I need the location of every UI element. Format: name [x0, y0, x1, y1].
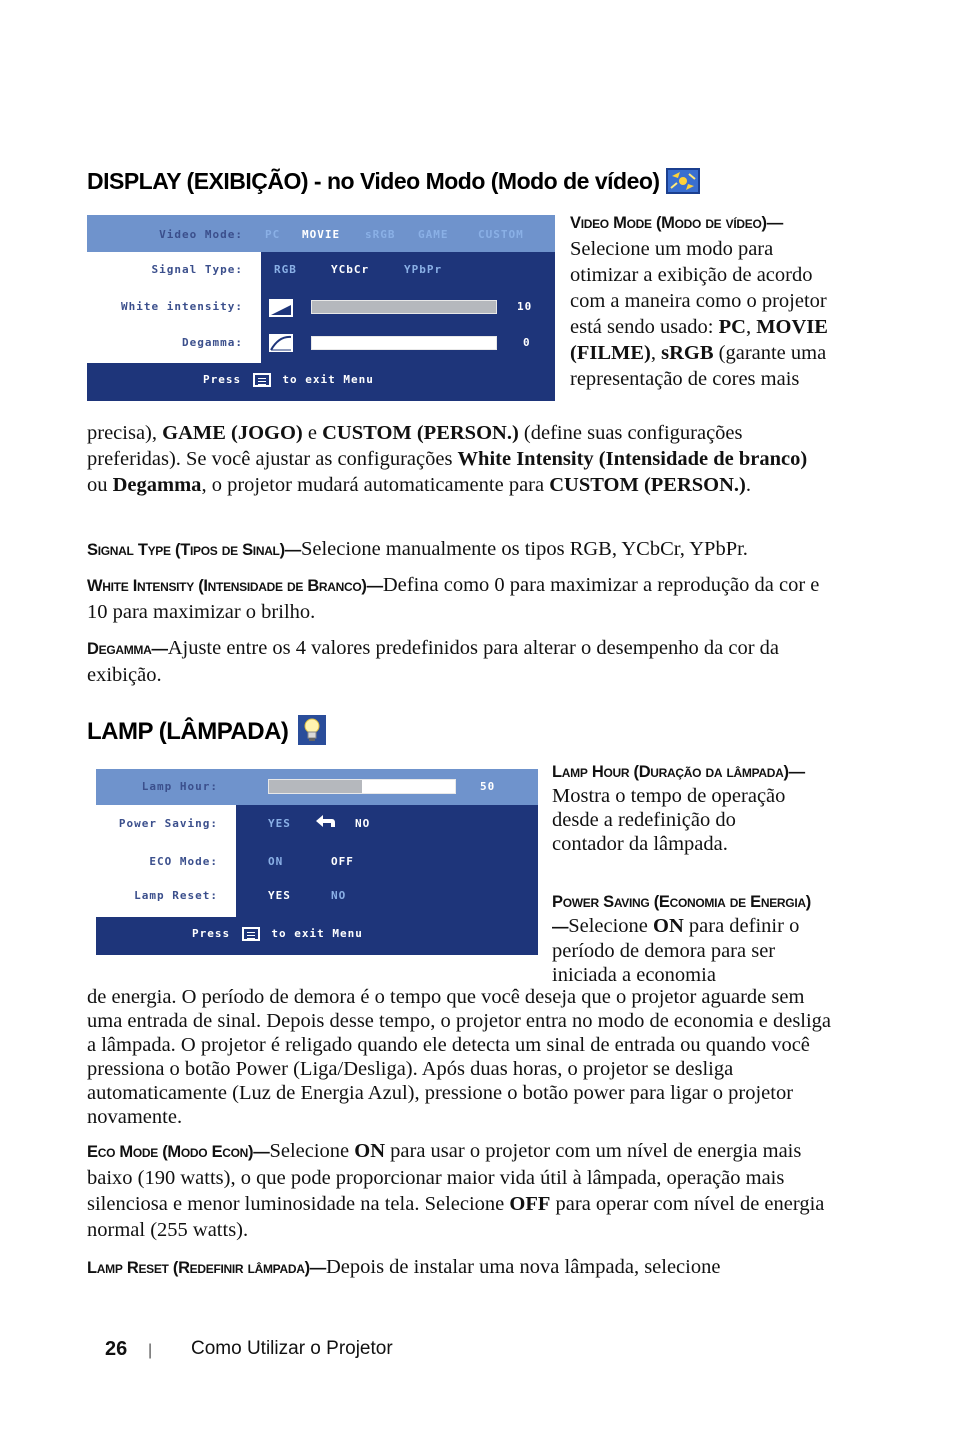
cont-text: e — [302, 422, 323, 444]
video-mode-option-pc[interactable]: PC — [265, 228, 281, 241]
power-saving-yes[interactable]: YES — [268, 817, 291, 830]
on-term: ON — [653, 915, 684, 937]
eco-mode-paragraph — [87, 1138, 832, 1243]
power-saving-continuation — [87, 985, 832, 1129]
lamp-reset-no[interactable]: NO — [331, 889, 347, 902]
signal-type-label: Signal Type: — [151, 263, 243, 276]
exit-menu-label: to exit Menu — [271, 927, 363, 940]
lamp-hour-bar-fill — [362, 780, 455, 793]
video-mode-label: Video Mode: — [159, 228, 243, 241]
eco-mode-on[interactable]: ON — [268, 855, 284, 868]
lamp-reset-lead: Lamp Reset (Redefinir lâmpada)— — [87, 1259, 326, 1277]
lamp-hour-value: 50 — [480, 780, 496, 793]
power-saving-paragraph — [552, 889, 817, 987]
page-number: 26 — [105, 1338, 128, 1360]
eco-text: para usar o projetor com um nível de energia mais baixo (190 watts), o que pode proporcionar maior vida útil à lâmpada, operação mais silenciosa e menor luminosidade na tela. Selecione — [87, 1140, 802, 1215]
video-mode-text: Selecione um modo para otimizar a exibição de acordo com a maneira como o projetor está sendo usado: — [570, 238, 827, 338]
video-mode-continuation — [87, 420, 832, 498]
lamp-hour-bar — [268, 779, 456, 794]
footer-separator: | — [148, 1342, 153, 1359]
white-intensity-label: White intensity: — [121, 300, 243, 313]
video-mode-text-end: (garante uma representação de cores mais — [570, 342, 827, 390]
video-mode-option-custom[interactable]: CUSTOM — [478, 228, 524, 241]
degamma-term: Degamma — [112, 474, 202, 496]
pc-term: PC — [718, 316, 746, 338]
power-saving-continuation-text: de energia. O período de demora é o tempo que você deseja que o projetor aguarde sem uma entrada de sinal. Depois desse tempo, o projetor entra no modo de economia e desliga a lâmpada. O projetor é religado quando ele detecta um sinal de entrada ou quando você pressiona o botão Power (Liga/Desliga). Após duas horas, o projetor se desliga automaticamente (Luz de Energia Azul), pressione o botão power para ligar o projetor novamente. — [87, 986, 832, 1128]
srgb-term: sRGB — [661, 342, 714, 364]
degamma-label: Degamma: — [182, 336, 243, 349]
display-settings-icon — [666, 168, 700, 194]
separator: , — [650, 342, 662, 364]
cont-text: ou — [87, 474, 113, 496]
power-saving-no[interactable]: NO — [355, 817, 371, 830]
display-heading — [87, 168, 700, 195]
eco-text: Selecione — [269, 1140, 355, 1162]
off-term: OFF — [509, 1193, 551, 1215]
movie-term: MOVIE (FILME) — [570, 316, 828, 364]
degamma-slider[interactable] — [311, 336, 497, 350]
lamp-heading — [87, 715, 326, 746]
lamp-reset-paragraph — [87, 1254, 847, 1281]
video-mode-paragraph — [570, 209, 830, 392]
lamp-reset-text: Depois de instalar uma nova lâmpada, selecione — [325, 1256, 721, 1278]
white-intensity-value: 10 — [517, 300, 533, 313]
signal-type-text: Selecione manualmente os tipos RGB, YCbCr, YPbPr. — [300, 538, 748, 560]
power-saving-label: Power Saving: — [118, 817, 218, 830]
white-intensity-text: Defina como 0 para maximizar a reprodução da cor e 10 para maximizar o brilho. — [87, 574, 820, 623]
white-intensity-lead: White Intensity (Intensidade de Branco)— — [87, 577, 383, 595]
lamp-reset-label: Lamp Reset: — [134, 889, 218, 902]
video-mode-option-srgb[interactable]: sRGB — [365, 228, 396, 241]
menu-button-icon — [242, 927, 260, 941]
game-term: GAME (JOGO) — [162, 422, 303, 444]
lamp-hour-lead: Lamp Hour (Duração da lâmpada)— — [552, 763, 805, 781]
cont-text: precisa), — [87, 422, 163, 444]
power-saving-lead: Power Saving (Economia de Energia)— — [552, 893, 811, 936]
lamp-hour-text: Mostra o tempo de operação desde a redefinição do contador da lâmpada. — [552, 785, 786, 855]
eco-mode-off[interactable]: OFF — [331, 855, 354, 868]
degamma-lead: Degamma— — [87, 640, 168, 658]
chapter-title: Como Utilizar o Projetor — [191, 1338, 393, 1359]
signal-type-paragraph — [87, 536, 847, 563]
lamp-heading-text: LAMP (LÂMPADA) — [87, 718, 289, 745]
cont-text: . — [745, 474, 752, 496]
signal-type-option-ypbpr[interactable]: YPbPr — [404, 263, 443, 276]
press-to-exit-hint — [203, 373, 374, 387]
signal-type-option-rgb[interactable]: RGB — [274, 263, 297, 276]
white-intensity-slider[interactable] — [311, 300, 497, 314]
white-intensity-icon — [269, 299, 293, 317]
signal-type-lead: Signal Type (Tipos de Sinal)— — [87, 541, 301, 559]
display-osd-menu — [87, 215, 555, 401]
lamp-hour-paragraph — [552, 759, 812, 856]
lamp-hour-label: Lamp Hour: — [141, 780, 218, 793]
custom-term: CUSTOM (PERSON.) — [322, 422, 519, 444]
separator: , — [745, 316, 757, 338]
lamp-reset-yes[interactable]: YES — [268, 889, 291, 902]
exit-menu-label: to exit Menu — [282, 373, 374, 386]
press-to-exit-hint — [192, 927, 363, 941]
power-saving-text: Selecione — [568, 915, 654, 937]
lightbulb-icon — [298, 715, 326, 745]
custom-term-2: CUSTOM (PERSON.) — [549, 474, 746, 496]
display-heading-text: DISPLAY (EXIBIÇÃO) - no Video Modo (Modo de vídeo) — [87, 168, 660, 194]
power-saving-text-end: para definir o período de demora para ser iniciada a economia — [552, 915, 800, 986]
lamp-osd-menu — [96, 769, 538, 955]
eco-mode-label: ECO Mode: — [149, 855, 218, 868]
degamma-icon — [269, 334, 293, 352]
menu-button-icon — [253, 373, 271, 387]
degamma-value: 0 — [523, 336, 531, 349]
degamma-text: Ajuste entre os 4 valores predefinidos para alterar o desempenho da cor da exibição. — [87, 637, 780, 686]
video-mode-lead: Video Mode (Modo de vídeo)— — [570, 214, 783, 232]
cont-text: , o projetor mudará automaticamente para — [201, 474, 550, 496]
back-arrow-icon — [314, 813, 336, 829]
white-intensity-term: White Intensity (Intensidade de branco) — [457, 448, 808, 470]
signal-type-option-ycbcr[interactable]: YCbCr — [331, 263, 370, 276]
eco-text: para operar com nível de energia normal (255 watts). — [87, 1193, 825, 1241]
video-mode-option-game[interactable]: GAME — [418, 228, 449, 241]
white-intensity-paragraph — [87, 572, 832, 625]
press-label: Press — [203, 373, 242, 386]
on-term: ON — [354, 1140, 386, 1162]
eco-mode-lead: Eco Mode (Modo Econ)— — [87, 1143, 270, 1161]
degamma-slider-fill — [312, 337, 496, 349]
press-label: Press — [192, 927, 231, 940]
degamma-paragraph — [87, 635, 832, 688]
cont-text: (define suas configurações preferidas). Se você ajustar as configurações — [87, 422, 743, 470]
video-mode-option-movie[interactable]: MOVIE — [302, 228, 341, 241]
